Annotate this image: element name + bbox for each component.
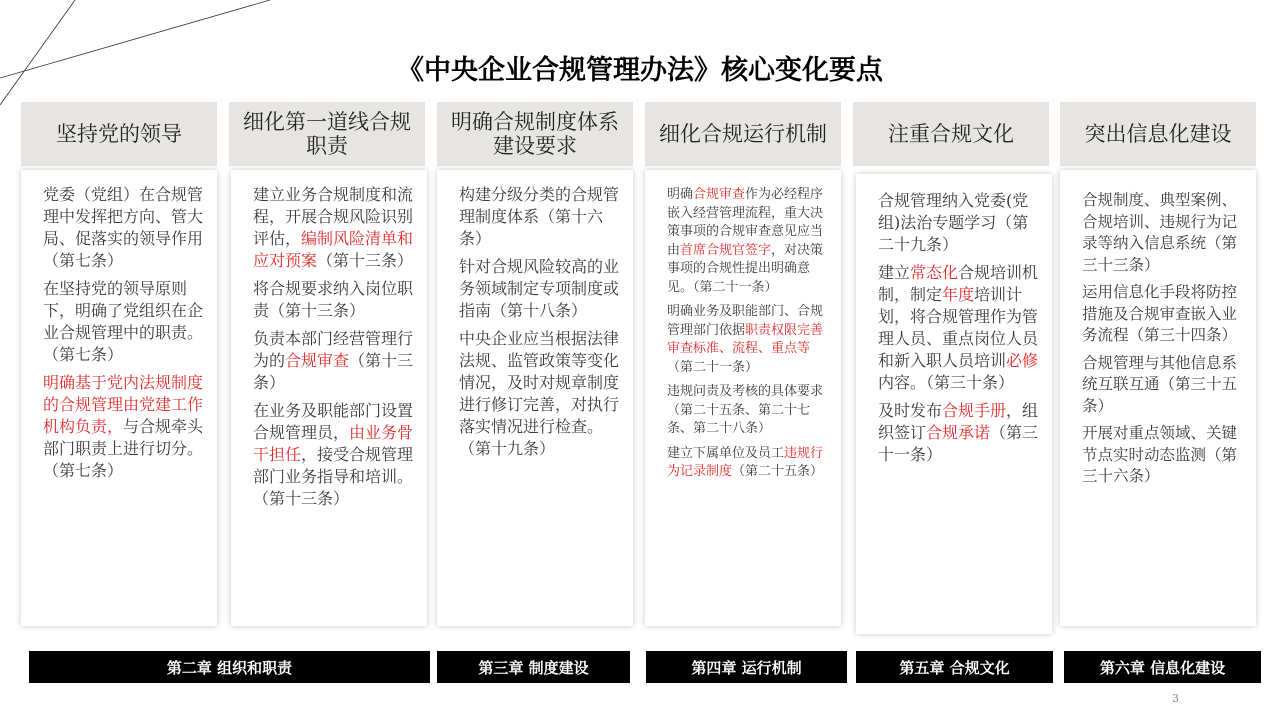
column-5 [853, 102, 1049, 166]
content-paragraph [667, 186, 831, 297]
body-text: 违规问责及考核的具体要求（第二十五条、第二十七条、第二十八条） [667, 384, 824, 436]
content-paragraph [878, 262, 1042, 394]
body-text: 建立业务合规制度和流程，开展合规风险识别评估， [253, 185, 414, 248]
content-card-compliance-culture [856, 174, 1052, 634]
column-header: 明确合规制度体系建设要求 [437, 102, 633, 166]
content-paragraph [43, 372, 207, 482]
column-header: 注重合规文化 [853, 102, 1049, 166]
body-text: ，接受合规管理部门业务指导和培训。（第十三条） [253, 445, 414, 508]
body-text: （第二十五条） [732, 464, 824, 479]
body-text: 在业务及职能部门设置合规管理员， [253, 401, 414, 442]
chapter-bar: 第四章 运行机制 [646, 651, 847, 683]
column-header: 细化合规运行机制 [645, 102, 841, 166]
content-card-system-building [437, 170, 633, 626]
body-text: 针对合规风险较高的业务领域制定专项制度或指南（第十八条） [459, 257, 620, 320]
highlight-text: 编制风险清单和应对预案 [253, 229, 414, 270]
content-paragraph [43, 184, 207, 272]
highlight-text: 首席合规官签字 [680, 242, 772, 258]
highlight-text: 合规审查 [285, 351, 350, 370]
highlight-text: 年度 [942, 285, 975, 304]
content-paragraph [253, 328, 417, 394]
body-text: 合规制度、典型案例、合规培训、违规行为记录等纳入信息系统（第三十三条） [1082, 191, 1238, 274]
body-text: 与合规牵头部门职责上进行切分。（第七条） [43, 417, 204, 480]
column-header: 突出信息化建设 [1060, 102, 1256, 166]
body-text: 明确 [667, 187, 694, 202]
column-1 [21, 102, 217, 166]
content-paragraph [667, 445, 831, 482]
body-text: （第十三条） [317, 251, 414, 270]
column-4 [645, 102, 841, 166]
column-6 [1060, 102, 1256, 166]
body-text: 内容。（第三十条） [878, 373, 1015, 392]
highlight-text: 职责权限完善审查标准、流程、重点等 [667, 322, 824, 356]
highlight-text: 必修 [1006, 351, 1039, 370]
page-title: 《中央企业合规管理办法》核心变化要点 [397, 55, 883, 86]
highlight-text: 合规承诺 [926, 423, 991, 442]
content-card-party-leadership [21, 170, 217, 626]
page-number: 3 [1172, 692, 1179, 705]
content-paragraph [1082, 423, 1246, 488]
body-text: 中央企业应当根据法律法规、监管政策等变化情况，及时对规章制度进行修订完善，对执行落实情况进行检查。（第十九条） [459, 329, 620, 458]
content-paragraph [253, 400, 417, 510]
content-card-first-line-duties [231, 170, 427, 626]
highlight-text: 违规行为记录制度 [667, 445, 824, 479]
body-text: 培训计划，将合规管理作为管理人员、重点岗位人员和新入职人员培训 [878, 285, 1039, 370]
body-text: （第三十一条） [878, 423, 1039, 464]
highlight-text: 常态化 [910, 263, 959, 282]
content-paragraph [667, 383, 831, 439]
content-paragraph [1082, 353, 1246, 418]
body-text: （第二十一条） [667, 359, 759, 375]
body-text: 建立 [878, 263, 911, 282]
content-paragraph [1082, 190, 1246, 276]
body-text: 运用信息化手段将防控措施及合规审查嵌入业务流程（第三十四条） [1082, 283, 1238, 344]
body-text: ，对决策事项的合规性提出明确意见。（第二十一条） [667, 242, 824, 295]
chapter-bar: 第五章 合规文化 [856, 651, 1053, 683]
body-text: 将合规要求纳入岗位职责（第十三条） [253, 279, 414, 320]
content-paragraph [459, 328, 623, 460]
content-paragraph [1082, 282, 1246, 347]
content-paragraph [253, 184, 417, 272]
highlight-text: 由业务骨干担任 [253, 423, 414, 464]
highlight-text: 合规审查 [693, 187, 746, 202]
highlight-text: 合规手册 [942, 401, 1007, 420]
body-text: 建立下属单位及员工 [667, 445, 785, 461]
body-text: 开展对重点领域、关键节点实时动态监测（第三十六条） [1082, 424, 1238, 485]
content-paragraph [878, 400, 1042, 466]
body-text: 明确业务及职能部门、合规管理部门依据 [667, 304, 824, 338]
column-3 [437, 102, 633, 166]
column-header: 细化第一道线合规职责 [229, 102, 425, 166]
body-text: 党委（党组）在合规管理中发挥把方向、管大局、促落实的领导作用（第七条） [43, 185, 204, 270]
body-text: ，组织签订 [878, 401, 1039, 442]
body-text: 构建分级分类的合规管理制度体系（第十六条） [459, 185, 620, 248]
highlight-text: 明确基于党内法规制度的合规管理由党建工作机构负责， [43, 373, 204, 436]
content-paragraph [43, 278, 207, 366]
content-paragraph [253, 278, 417, 322]
body-text: 在坚持党的领导原则下，明确了党组织在企业合规管理中的职责。（第七条） [43, 279, 204, 364]
body-text: 合规培训机制，制定 [878, 263, 1039, 304]
body-text: 及时发布 [878, 401, 943, 420]
chapter-bar: 第三章 制度建设 [437, 651, 630, 683]
chapter-bar: 第二章 组织和职责 [29, 651, 430, 683]
column-2 [229, 102, 425, 166]
content-paragraph [459, 256, 623, 322]
column-header: 坚持党的领导 [21, 102, 217, 166]
content-card-informatization [1060, 170, 1256, 626]
content-paragraph [667, 303, 831, 377]
chapter-bar: 第六章 信息化建设 [1064, 651, 1261, 683]
body-text: （第十三条） [253, 351, 414, 392]
content-paragraph [878, 190, 1042, 256]
content-card-operation-mechanism [645, 170, 841, 626]
content-paragraph [459, 184, 623, 250]
body-text: 合规管理与其他信息系统互联互通（第三十五条） [1082, 353, 1238, 415]
body-text: 合规管理纳入党委(党组)法治专题学习（第二十九条） [878, 191, 1029, 254]
body-text: 负责本部门经营管理行为的 [253, 329, 414, 370]
body-text: 作为必经程序嵌入经营管理流程，重大决策事项的合规审查意见应当由 [667, 187, 824, 258]
